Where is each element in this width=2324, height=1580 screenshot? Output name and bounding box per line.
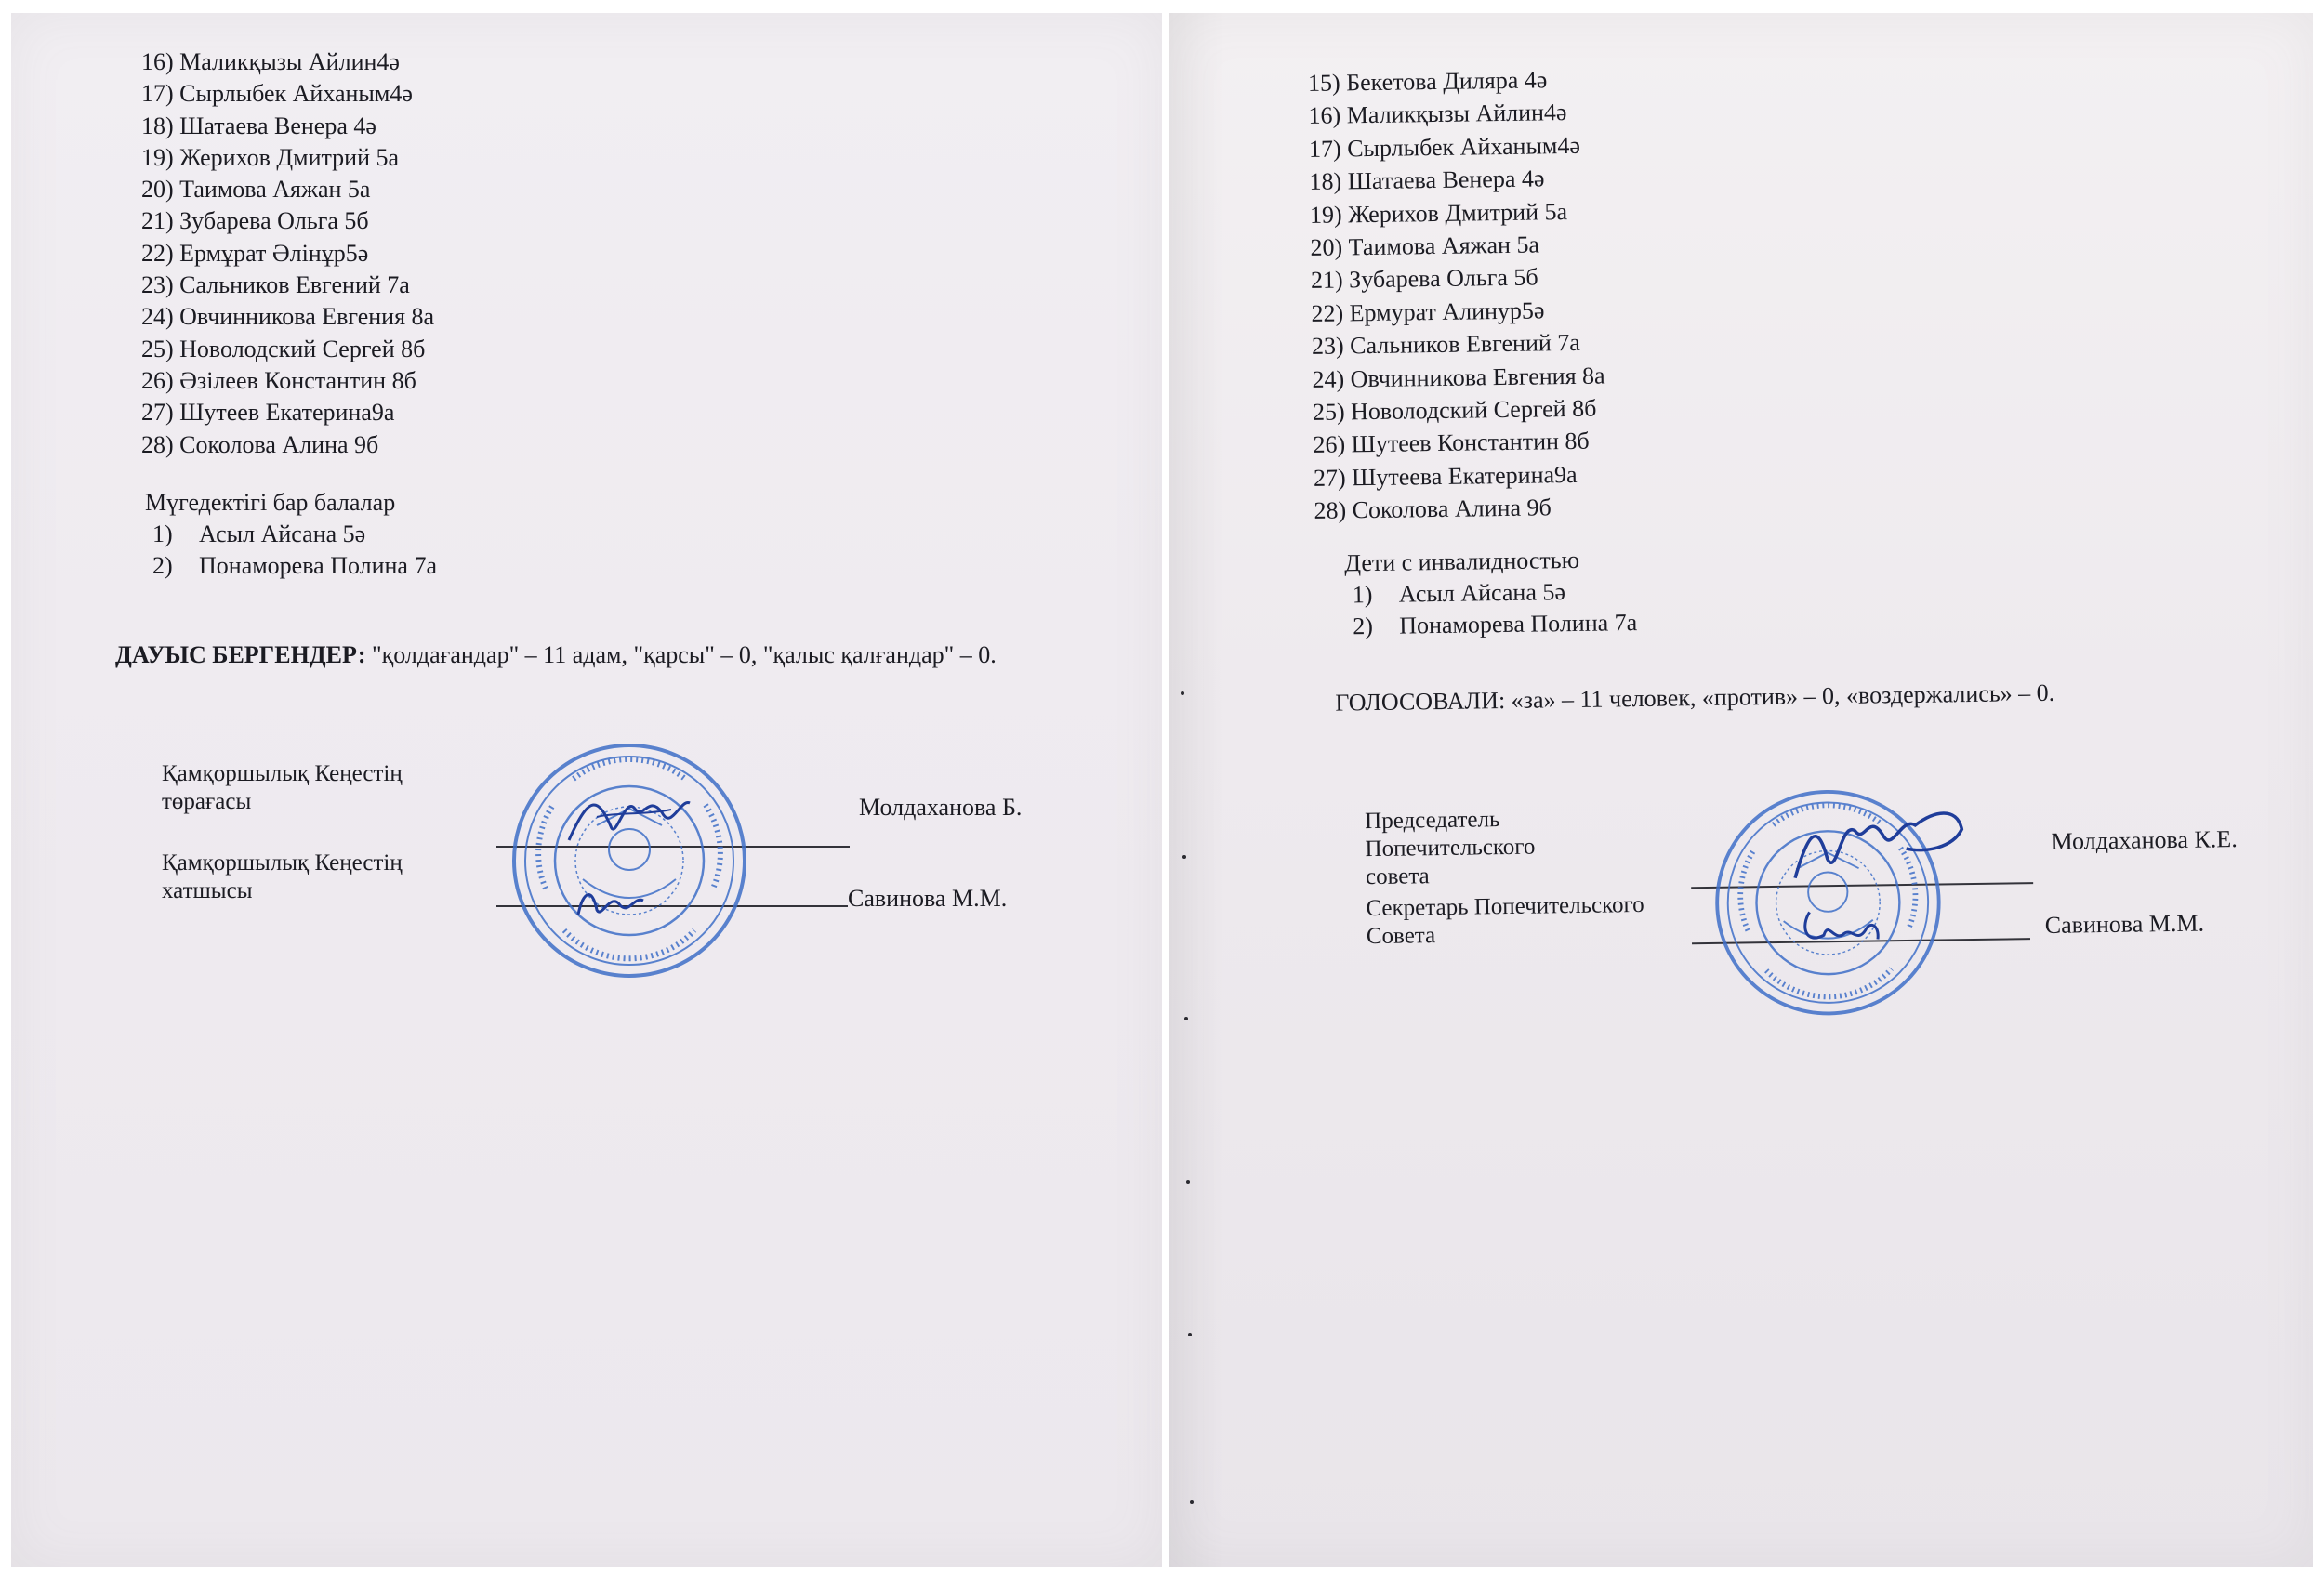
handwritten-signature-icon <box>560 789 699 854</box>
page-speck <box>1181 691 1184 695</box>
list-item: 17) Сырлыбек Айханым4ә <box>141 80 413 108</box>
list-item: 15) Бекетова Диляра 4ә <box>1307 66 1548 97</box>
page-speck <box>1186 1180 1190 1184</box>
list-item: 24) Овчинникова Евгения 8а <box>141 303 435 331</box>
list-item: 21) Зубарева Ольга 5б <box>141 207 369 235</box>
list-item: 28) Соколова Алина 9б <box>141 430 379 458</box>
list-item: 24) Овчинникова Евгения 8а <box>1312 362 1605 393</box>
chair-name: Молдаханова К.Е. <box>2051 825 2238 855</box>
official-round-seal-icon <box>508 740 750 981</box>
chair-label: Председатель Попечительского совета <box>1364 807 1536 890</box>
list-item: 23) Сальников Евгений 7а <box>1311 329 1581 361</box>
list-item: 19) Жерихов Дмитрий 5а <box>1309 197 1568 229</box>
student-list <box>141 46 434 461</box>
list-item: 27) Шутеев Екатерина9а <box>141 399 395 427</box>
list-item: 26) Әзілеев Константин 8б <box>141 366 416 394</box>
list-item: 22) Ермұрат Әлінұр5ә <box>141 239 369 267</box>
list-item: 26) Шутеев Константин 8б <box>1313 428 1590 459</box>
secretary-name: Савинова М.М. <box>848 885 1008 912</box>
disabled-children-list <box>152 519 437 582</box>
handwritten-signature-icon <box>569 882 653 924</box>
voting-text: "қолдағандар" – 11 адам, "қарсы" – 0, "қалыс қалғандар" – 0. <box>365 641 997 668</box>
list-item: 23) Сальников Евгений 7а <box>141 271 410 299</box>
voting-result: ГОЛОСОВАЛИ: «за» – 11 человек, «против» – 0, «воздержались» – 0. <box>1335 678 2055 717</box>
document-page-right <box>1169 13 2313 1567</box>
list-item: 19) Жерихов Дмитрий 5а <box>141 143 400 171</box>
page-speck <box>1190 1500 1194 1504</box>
secretary-label: Қамқоршылық Кеңестің хатшысы <box>162 850 403 903</box>
list-item: 20) Таимова Аяжан 5а <box>141 176 371 204</box>
list-item: 2) Понаморева Полина 7а <box>1353 609 1638 640</box>
page-speck <box>1188 1333 1192 1336</box>
list-item: 27) Шутеева Екатерина9а <box>1313 460 1578 492</box>
chair-label: Қамқоршылық Кеңестің төрағасы <box>162 761 403 814</box>
voting-label: ДАУЫС БЕРГЕНДЕР: <box>115 641 366 668</box>
list-item: 17) Сырлыбек Айханым4ә <box>1308 131 1581 163</box>
list-item: 16) Маликқызы Айлин4ә <box>1308 99 1567 130</box>
handwritten-signature-icon <box>1785 801 1972 888</box>
document-page-left <box>11 13 1162 1567</box>
list-item: 28) Соколова Алина 9б <box>1314 494 1552 525</box>
list-item: 21) Зубарева Ольга 5б <box>1310 263 1538 295</box>
list-item: 22) Ермурат Алинур5ә <box>1311 296 1545 327</box>
list-item: 1) Асыл Айсана 5ә <box>152 520 366 547</box>
list-item: 25) Новолодский Сергей 8б <box>1312 394 1597 426</box>
disabled-children-heading: Мүгедектігі бар балалар <box>145 489 396 516</box>
list-item: 25) Новолодский Сергей 8б <box>141 335 426 362</box>
voting-result <box>115 641 997 669</box>
student-list <box>1308 63 1607 528</box>
disabled-children-heading: Дети с инвалидностью <box>1344 546 1580 577</box>
secretary-name: Савинова М.М. <box>2044 909 2205 939</box>
chair-name: Молдаханова Б. <box>859 794 1023 821</box>
disabled-children-list <box>1353 575 1638 642</box>
list-item: 1) Асыл Айсана 5ә <box>1352 578 1566 609</box>
list-item: 2) Понаморева Полина 7а <box>152 552 438 579</box>
handwritten-signature-icon <box>1795 897 1889 954</box>
secretary-label: Секретарь Попечительского Совета <box>1366 891 1644 950</box>
list-item: 18) Шатаева Венера 4ә <box>1309 165 1545 196</box>
list-item: 16) Маликқызы Айлин4ә <box>141 48 400 75</box>
list-item: 20) Таимова Аяжан 5а <box>1310 230 1540 261</box>
list-item: 18) Шатаева Венера 4ә <box>141 112 376 139</box>
page-speck <box>1184 1017 1188 1020</box>
page-speck <box>1182 855 1186 859</box>
